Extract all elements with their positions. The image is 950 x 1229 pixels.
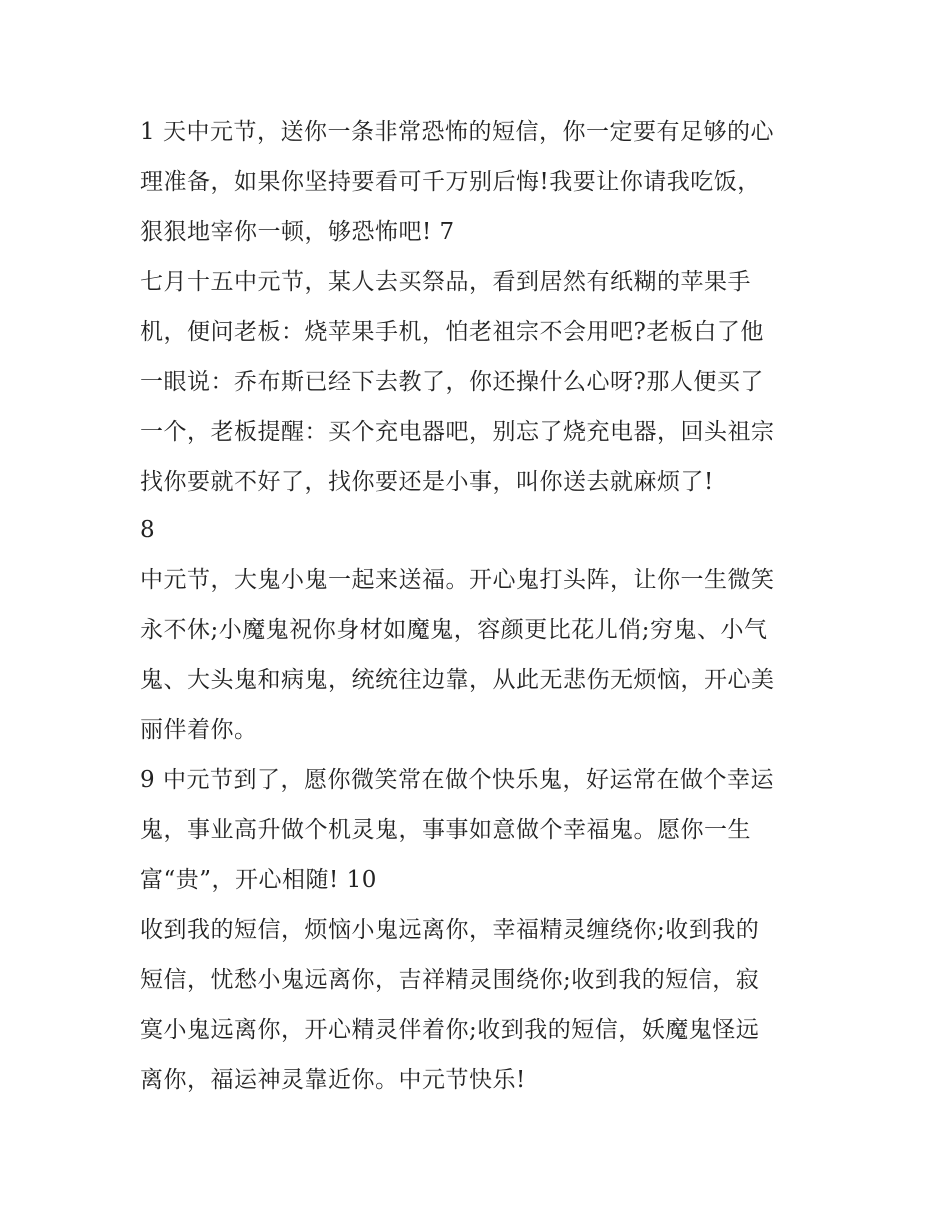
text-line: 鬼，事业高升做个机灵鬼，事事如意做个幸福鬼。愿你一生 xyxy=(140,817,751,843)
text-line: 七月十五中元节，某人去买祭品，看到居然有纸糊的苹果手 xyxy=(140,269,751,295)
text-line: 寞小鬼远离你，开心精灵伴着你;收到我的短信，妖魔鬼怪远 xyxy=(140,1017,760,1043)
text-line: 收到我的短信，烦恼小鬼远离你，幸福精灵缠绕你;收到我的 xyxy=(140,917,760,943)
text-line: 丽伴着你。 xyxy=(140,717,258,743)
text-line: 找你要就不好了，找你要还是小事，叫你送去就麻烦了! xyxy=(140,469,714,495)
text-line: 富“贵”，开心相随! 10 xyxy=(140,867,377,893)
text-line: 狠狠地宰你一顿，够恐怖吧! 7 xyxy=(140,219,455,245)
text-line: 9 中元节到了，愿你微笑常在做个快乐鬼，好运常在做个幸运 xyxy=(140,767,774,793)
text-line: 中元节，大鬼小鬼一起来送福。开心鬼打头阵，让你一生微笑 xyxy=(140,567,775,593)
text-line: 鬼、大头鬼和病鬼，统统往边靠，从此无悲伤无烦恼，开心美 xyxy=(140,667,775,693)
text-line: 一眼说：乔布斯已经下去教了，你还操什么心呀?那人便买了 xyxy=(140,369,764,395)
text-line: 短信，忧愁小鬼远离你，吉祥精灵围绕你;收到我的短信，寂 xyxy=(140,967,760,993)
text-line: 理准备，如果你坚持要看可千万别后悔!我要让你请我吃饭， xyxy=(140,169,761,195)
text-line: 机，便问老板：烧苹果手机，怕老祖宗不会用吧?老板白了他 xyxy=(140,319,764,345)
text-line: 离你，福运神灵靠近你。中元节快乐! xyxy=(140,1067,526,1093)
text-line: 一个，老板提醒：买个充电器吧，别忘了烧充电器，回头祖宗 xyxy=(140,419,775,445)
text-line: 8 xyxy=(140,517,156,543)
text-line: 1 天中元节，送你一条非常恐怖的短信，你一定要有足够的心 xyxy=(140,119,774,145)
text-line: 永不休;小魔鬼祝你身材如魔鬼，容颜更比花儿俏;穷鬼、小气 xyxy=(140,617,768,643)
